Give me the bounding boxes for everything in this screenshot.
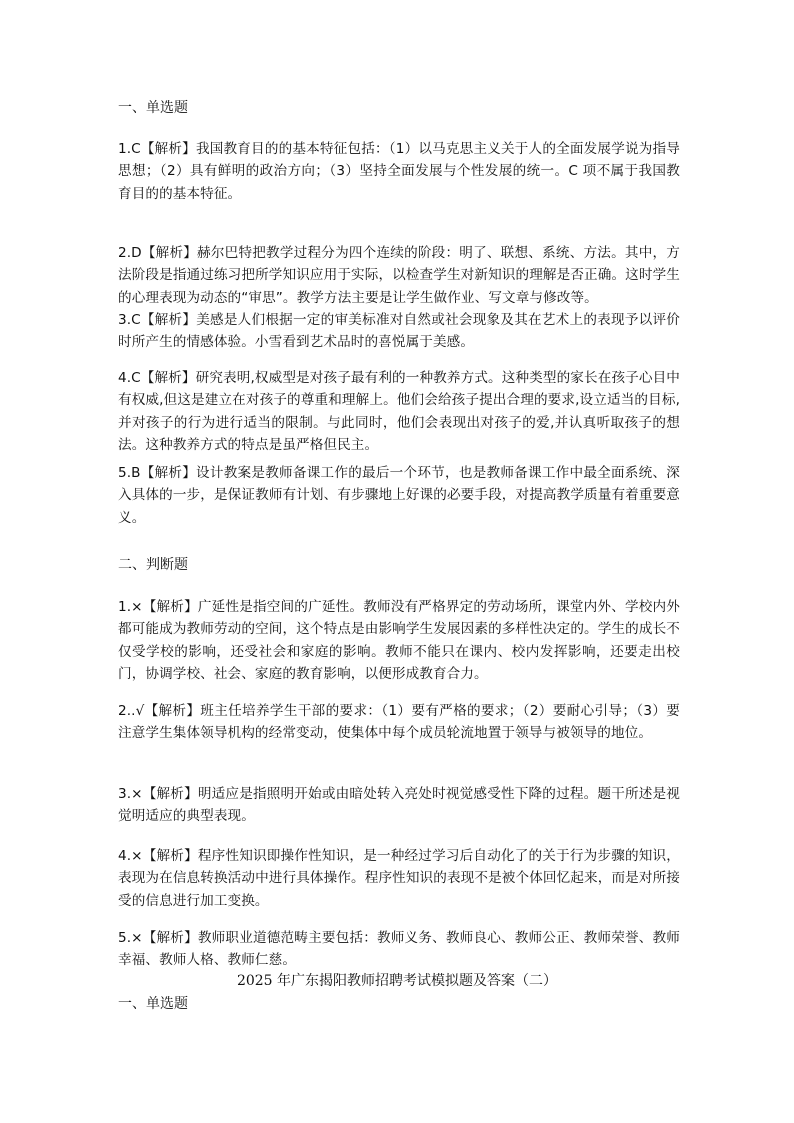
answer-item-tf-5: 5.×【解析】教师职业道德范畴主要包括：教师义务、教师良心、教师公正、教师荣誉、教师幸福、教师人格、教师仁慈。	[118, 930, 680, 969]
next-exam-title: 2025 年广东揭阳教师招聘考试模拟题及答案（二）	[236, 973, 558, 989]
answer-item-2: 2.D【解析】赫尔巴特把教学过程分为四个连续的阶段：明了、联想、系统、方法。其中，方法阶段是指通过练习把所学知识应用于实际，以检查学生对新知识的理解是否正确。这时学生的心理表现为动态的“审思”。教学方法主要是让学生做作业、写文章与修改等。	[118, 245, 680, 306]
answer-item-tf-4: 4.×【解析】程序性知识即操作性知识，是一种经过学习后自动化了的关于行为步骤的知识，表现为在信息转换活动中进行具体操作。程序性知识的表现不是被个体回忆起来，而是对所接受的信息进行加工变换。	[118, 848, 680, 909]
answer-item-tf-3: 3.×【解析】明适应是指照明开始或由暗处转入亮处时视觉感受性下降的过程。题干所述是视觉明适应的典型表现。	[118, 786, 680, 825]
answer-item-tf-2: 2..√【解析】班主任培养学生干部的要求：（1）要有严格的要求；（2）要耐心引导；（3）要注意学生集体领导机构的经常变动，使集体中每个成员轮流地置于领导与被领导的地位。	[118, 703, 680, 742]
answer-item-3: 3.C【解析】美感是人们根据一定的审美标准对自然或社会现象及其在艺术上的表现予以评价时所产生的情感体验。小雪看到艺术品时的喜悦属于美感。	[118, 312, 680, 351]
answer-item-4: 4.C【解析】研究表明,权威型是对孩子最有利的一种教养方式。这种类型的家长在孩子心目中有权威,但这是建立在对孩子的尊重和理解上。他们会给孩子提出合理的要求,设立适当的目标,并对孩子的行为进行适当的限制。与此同时，他们会表现出对孩子的爱,并认真听取孩子的想法。这种教养方式的特点是虽严格但民主。	[118, 370, 680, 454]
answer-item-1: 1.C【解析】我国教育目的的基本特征包括：（1）以马克思主义关于人的全面发展学说为指导思想；（2）具有鲜明的政治方向；（3）坚持全面发展与个性发展的统一。C 项不属于我国教育目的的基本特征。	[118, 141, 680, 202]
section-heading-single-choice: 一、单选题	[118, 100, 188, 116]
section-heading-true-false: 二、判断题	[118, 557, 188, 573]
next-section-heading: 一、单选题	[118, 996, 188, 1012]
answer-item-tf-1: 1.×【解析】广延性是指空间的广延性。教师没有严格界定的劳动场所，课堂内外、学校内外都可能成为教师劳动的空间，这个特点是由影响学生发展因素的多样性决定的。学生的成长不仅受学校的影响，还受社会和家庭的影响。教师不能只在课内、校内发挥影响，还要走出校门，协调学校、社会、家庭的教育影响，以便形成教育合力。	[118, 599, 680, 683]
answer-item-5: 5.B【解析】设计教案是教师备课工作的最后一个环节，也是教师备课工作中最全面系统、深入具体的一步，是保证教师有计划、有步骤地上好课的必要手段，对提高教学质量有着重要意义。	[118, 465, 680, 526]
